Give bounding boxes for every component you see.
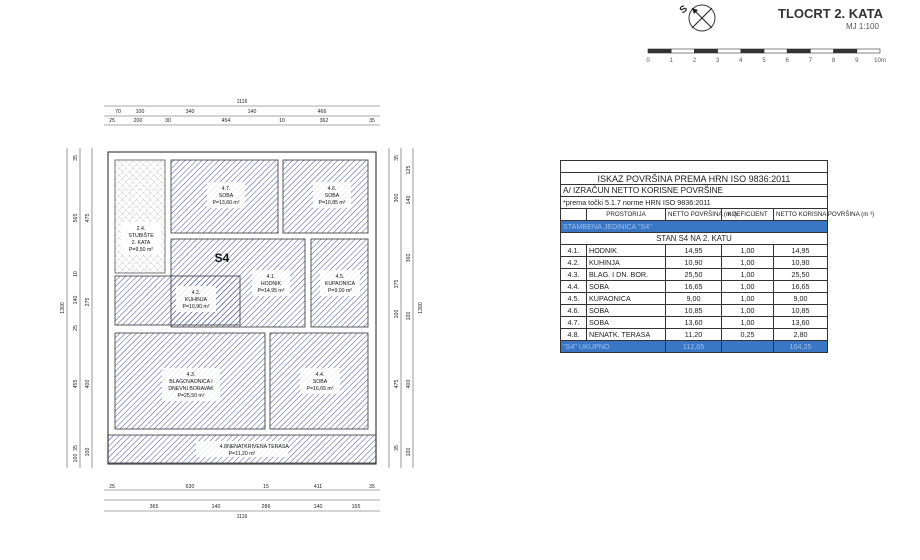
dimension-label: 200: [133, 118, 143, 124]
room-label-name: DNEVNI BORAVAK: [168, 386, 214, 392]
dimension-label: 475: [394, 379, 400, 389]
room-label-name: KUPAONICA: [324, 281, 356, 287]
cell-koef: 1,00: [722, 281, 774, 293]
dimension-label: 10: [73, 271, 79, 277]
scalebar-segment: [718, 49, 741, 53]
dimension-label: 466: [317, 109, 327, 115]
cell-korisna: 14,95: [774, 245, 828, 257]
room-label-area: P=9,50 m²: [128, 247, 154, 253]
room-label-area: P=25,50 m²: [177, 393, 205, 399]
dimension-label: 35: [369, 484, 375, 490]
room-label-area: P=11,20 m²: [228, 451, 256, 457]
cell-netto: 25,50: [666, 269, 722, 281]
dimension-label: 100: [73, 453, 79, 463]
room-label-area: P=10,90 m²: [182, 304, 210, 310]
cell-netto: 14,95: [666, 245, 722, 257]
dimension-label: 275: [85, 297, 91, 307]
cell-korisna: 2,80: [774, 329, 828, 341]
cell-netto: 11,20: [666, 329, 722, 341]
dimension-label: 1116: [236, 514, 248, 520]
table-row: [561, 305, 828, 317]
room-label-id: 4.4.: [315, 372, 325, 378]
cell-name: NENATK. TERASA: [587, 329, 666, 341]
room-label-name: SOBA: [218, 193, 234, 199]
scalebar-tick-label: 2: [692, 58, 697, 64]
dimension-label: 100: [85, 447, 91, 457]
cell-koef: 1,00: [722, 317, 774, 329]
dimension-label: 125: [406, 165, 412, 175]
scalebar-segment: [810, 49, 833, 53]
cell-no: 4.7.: [561, 317, 587, 329]
north-label: S: [677, 3, 690, 17]
room-label-id: 4.6.: [327, 186, 337, 192]
table-row: [561, 329, 828, 341]
scalebar-segment: [857, 49, 880, 53]
cell-name: KUPAONICA: [587, 293, 666, 305]
cell-no: 4.4.: [561, 281, 587, 293]
dimension-label: 400: [406, 379, 412, 389]
cell-no: 4.5.: [561, 293, 587, 305]
room-label-id: 4.8.: [219, 444, 229, 450]
cell-name: SOBA: [587, 281, 666, 293]
cell-koef: 0,25: [722, 329, 774, 341]
dimension-label: 454: [221, 118, 231, 124]
room-label-name: 2. KATA: [131, 240, 151, 246]
room-label-name: HODNIK: [260, 281, 282, 287]
table-note: *prema točki 5.1.7 norme HRN ISO 9836:2011: [561, 197, 828, 209]
table-row: [561, 293, 828, 305]
scalebar-segment: [834, 49, 857, 53]
cell-korisna: 10,90: [774, 257, 828, 269]
dimension-label: 630: [185, 484, 195, 490]
dimension-label: 140: [211, 504, 221, 510]
dimension-label: 140: [247, 109, 257, 115]
cell-korisna: 16,65: [774, 281, 828, 293]
table-title: ISKAZ POVRŠINA PREMA HRN ISO 9836:2011: [561, 173, 828, 185]
dimension-label: 165: [351, 504, 361, 510]
cell-name: SOBA: [587, 317, 666, 329]
dimension-label: 565: [73, 213, 79, 223]
room-label-area: P=13,60 m²: [212, 200, 240, 206]
dimension-label: 25: [109, 118, 115, 124]
room-label-area: P=10,85 m²: [318, 200, 346, 206]
cell-no: 4.1.: [561, 245, 587, 257]
dimension-label: 100: [135, 109, 145, 115]
dimension-label: 286: [261, 504, 271, 510]
col-koef: KOEFICIJENT: [722, 209, 774, 221]
room-label-area: P=16,65 m²: [306, 386, 334, 392]
scalebar-tick-label: 9: [855, 58, 859, 64]
room-label-id: 4.3.: [186, 372, 196, 378]
room-label-name: SOBA: [324, 193, 340, 199]
dimension-label: 1300: [418, 302, 424, 314]
scalebar-tick-label: 8: [831, 58, 836, 64]
dimension-label: 1300: [60, 302, 66, 314]
dimension-label: 475: [85, 213, 91, 223]
cell-netto: 9,00: [666, 293, 722, 305]
cell-name: KUHINJA: [587, 257, 666, 269]
cell-korisna: 13,60: [774, 317, 828, 329]
dimension-label: 455: [73, 379, 79, 389]
dimension-label: 25: [109, 484, 115, 490]
cell-koef: 1,00: [722, 269, 774, 281]
cell-no: 4.3.: [561, 269, 587, 281]
cell-no: 4.8.: [561, 329, 587, 341]
scalebar-tick-label: 1: [669, 58, 673, 64]
drawing-title: TLOCRT 2. KATA: [778, 6, 883, 21]
table-blank-row: [561, 161, 828, 173]
table-row: [561, 245, 828, 257]
dimension-label: 375: [394, 279, 400, 289]
table-row: [561, 317, 828, 329]
scalebar-tick-label: 4: [739, 58, 743, 64]
room-label-id: 4.7.: [221, 186, 231, 192]
stan-row: STAN S4 NA 2. KATU: [561, 233, 828, 245]
dimension-label: 362: [319, 118, 329, 124]
cell-name: HODNIK: [587, 245, 666, 257]
scalebar-segment: [694, 49, 717, 53]
scalebar-segment: [741, 49, 764, 53]
scale-label: MJ 1:100: [846, 22, 879, 31]
room-label-name: SOBA: [312, 379, 328, 385]
cell-no: 4.6.: [561, 305, 587, 317]
table-row: [561, 257, 828, 269]
dimension-label: 365: [149, 504, 159, 510]
dimension-label: 140: [313, 504, 323, 510]
col-prostorija: PROSTORIJA: [587, 209, 666, 221]
dimension-label: 35: [394, 445, 400, 451]
room-label-id: 4.1.: [266, 274, 276, 280]
dimension-label: 140: [73, 295, 79, 305]
dimension-label: 300: [394, 193, 400, 203]
room-label-id: 4.5.: [335, 274, 345, 280]
total-row: "S4" UKUPNO 112,65 104,25: [561, 341, 828, 353]
scalebar-tick-label: 6: [785, 58, 789, 64]
dimension-label: 35: [369, 118, 375, 124]
room-label-area: P=14,95 m²: [257, 288, 285, 294]
cell-korisna: 9,00: [774, 293, 828, 305]
scalebar-tick-label: 0: [646, 58, 650, 64]
col-netto: NETTO POVRŠINA (m ²): [666, 209, 722, 221]
dimension-label: 30: [165, 118, 171, 124]
unit-row: STAMBENA JEDINICA "S4": [561, 221, 828, 233]
scalebar-segment: [671, 49, 694, 53]
cell-koef: 1,00: [722, 257, 774, 269]
cell-netto: 16,65: [666, 281, 722, 293]
scalebar-tick-label: 7: [808, 58, 813, 64]
cell-koef: 1,00: [722, 305, 774, 317]
dimension-label: 400: [85, 379, 91, 389]
scalebar-tick-label: 5: [762, 58, 766, 64]
scale-bar: [648, 47, 898, 65]
dimension-label: 1116: [236, 99, 248, 105]
table-header-row: [561, 209, 828, 221]
dimension-label: 411: [313, 484, 323, 490]
room-label-area: P=9,00 m²: [327, 288, 353, 294]
dimension-label: 35: [73, 445, 79, 451]
cell-name: SOBA: [587, 305, 666, 317]
room-label-name: NENATKRIVENA TERASA: [227, 444, 289, 450]
cell-netto: 10,85: [666, 305, 722, 317]
cell-koef: 1,00: [722, 245, 774, 257]
room-label-id: 4.2.: [191, 290, 201, 296]
room-label-id: 2.4.: [136, 226, 146, 232]
scalebar-segment: [648, 49, 671, 53]
cell-korisna: 10,85: [774, 305, 828, 317]
area-table: [560, 160, 875, 353]
scalebar-tick-label: 3: [715, 58, 720, 64]
room-label-name: BLAGOVAONICA I: [169, 379, 213, 385]
dimension-label: 360: [406, 253, 412, 263]
north-arrow-icon: [676, 0, 720, 40]
cell-koef: 1,00: [722, 293, 774, 305]
table-row: [561, 269, 828, 281]
room-label-name: STUBIŠTE: [128, 233, 154, 239]
table-row: [561, 281, 828, 293]
scalebar-tick-label: 10m: [874, 58, 886, 64]
area-table-container: [560, 160, 875, 353]
dimension-label: 25: [73, 325, 79, 331]
cell-netto: 10,90: [666, 257, 722, 269]
cell-netto: 13,60: [666, 317, 722, 329]
scalebar-segment: [787, 49, 810, 53]
dimension-label: 15: [263, 484, 269, 490]
cell-korisna: 25,50: [774, 269, 828, 281]
dimension-label: 35: [73, 155, 79, 161]
dimension-label: 10: [279, 118, 285, 124]
dimension-label: 35: [394, 155, 400, 161]
unit-label: S4: [214, 251, 230, 265]
room-label-name: KUHINJA: [184, 297, 208, 303]
table-section: A/ IZRAČUN NETTO KORISNE POVRŠINE: [561, 185, 828, 197]
cell-no: 4.2.: [561, 257, 587, 269]
dimension-label: 140: [406, 195, 412, 205]
room-2-4-stairs: [115, 160, 165, 273]
cell-name: BLAG. I DN. BOR.: [587, 269, 666, 281]
dimension-label: 100: [394, 309, 400, 319]
dimension-label: 70: [115, 109, 121, 115]
col-korisna: NETTO KORISNA POVRŠINA (m ²): [774, 209, 828, 221]
dimension-label: 100: [406, 447, 412, 457]
dimension-label: 100: [406, 311, 412, 321]
scalebar-segment: [764, 49, 787, 53]
dimension-label: 340: [185, 109, 195, 115]
